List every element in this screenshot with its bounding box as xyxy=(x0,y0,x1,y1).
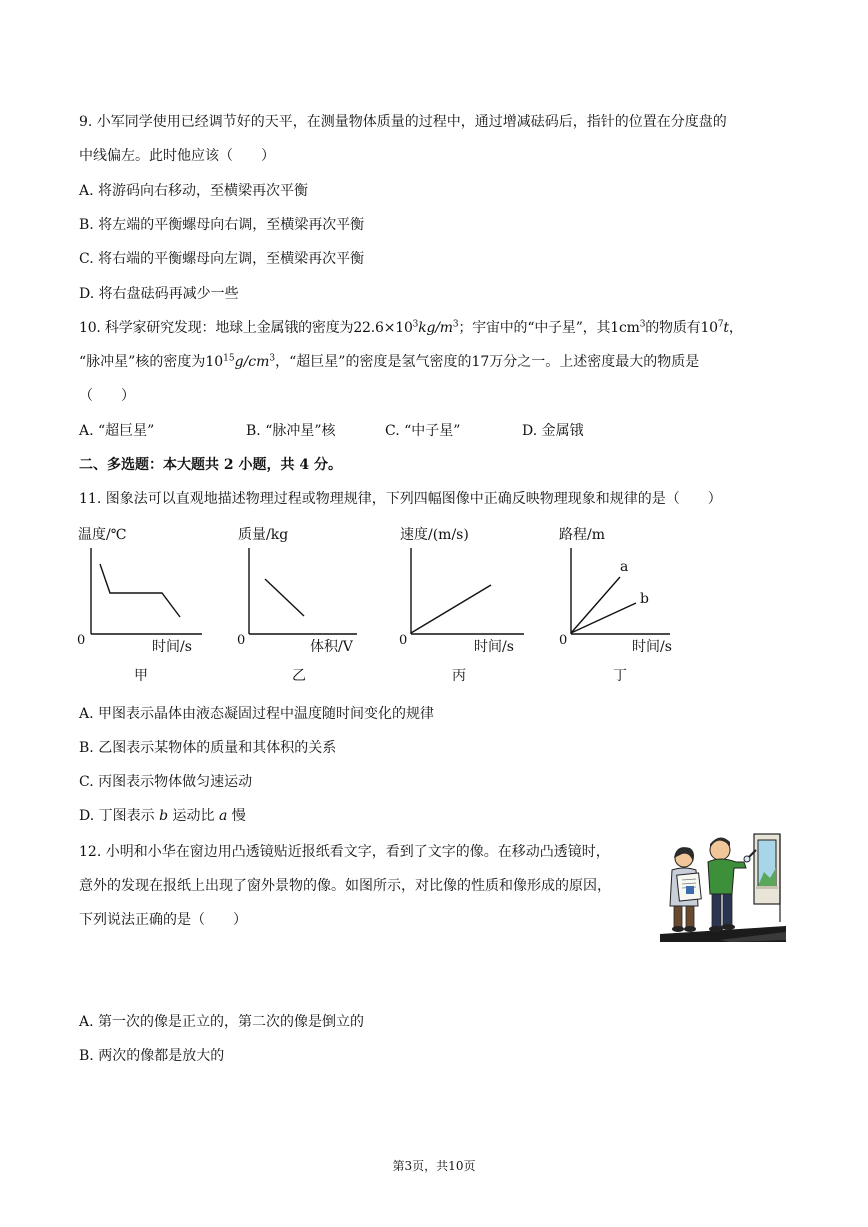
graph-jia-xlabel: 时间/s xyxy=(152,639,192,655)
graph-jia-ylabel: 温度/℃ xyxy=(78,527,127,543)
graph-jia-curve xyxy=(100,564,180,617)
graph-bing-ylabel: 速度/(m/s) xyxy=(400,527,469,543)
graph-ding-label-a: a xyxy=(620,559,629,575)
section-heading: 二、多选题：本大题共 2 小题，共 4 分。 xyxy=(79,457,342,473)
q12-stem-line2: 意外的发现在报纸上出现了窗外景物的像。如图所示，对比像的性质和像形成的原因， xyxy=(79,878,611,894)
q11-option-b: B. 乙图表示某物体的质量和其体积的关系 xyxy=(79,740,337,756)
q12-option-a: A. 第一次的像是正立的，第二次的像是倒立的 xyxy=(79,1014,365,1030)
graph-jia-origin: 0 xyxy=(77,633,86,648)
graph-bing-origin: 0 xyxy=(399,633,408,648)
q9-stem-line2: 中线偏左。此时他应该（ ） xyxy=(79,148,275,164)
graph-yi-xlabel: 体积/V xyxy=(310,639,353,655)
q10-stem-line1: 10. 科学家研究发现：地球上金属锇的密度为$22.6\times 10^3kg/m^3$；宇宙中的“中子星”，其$1cm^3$的物质有$10^7t$， xyxy=(79,319,743,336)
graph-yi-ylabel: 质量/kg xyxy=(238,527,289,543)
q12-option-b: B. 两次的像都是放大的 xyxy=(79,1048,225,1064)
q11-option-c: C. 丙图表示物体做匀速运动 xyxy=(79,774,253,790)
q10-option-a: A. “超巨星” xyxy=(79,423,155,439)
q12-stem-line3: 下列说法正确的是（ ） xyxy=(79,912,247,928)
graph-ding-xlabel: 时间/s xyxy=(632,639,672,655)
graph-bing-xlabel: 时间/s xyxy=(474,639,514,655)
graph-ding-line-a xyxy=(571,577,620,633)
page-number: 第3页，共10页 xyxy=(392,1159,476,1173)
q11-option-a: A. 甲图表示晶体由液态凝固过程中温度随时间变化的规律 xyxy=(79,706,435,722)
graph-ding-ylabel: 路程/m xyxy=(559,527,605,543)
graph-bing xyxy=(394,520,534,690)
graph-yi-origin: 0 xyxy=(237,633,246,648)
q9-option-c: C. 将右端的平衡螺母向左调，至横梁再次平衡 xyxy=(79,251,365,267)
q9-option-d: D. 将右盘砝码再减少一些 xyxy=(79,286,239,302)
q10-stem-line3: （ ） xyxy=(79,388,135,404)
q9-option-b: B. 将左端的平衡螺母向右调，至横梁再次平衡 xyxy=(79,217,365,233)
window-lens-illustration xyxy=(660,822,786,942)
graph-jia xyxy=(74,520,214,690)
graph-yi-caption: 乙 xyxy=(292,668,306,684)
graph-yi-line xyxy=(265,579,304,616)
q10-option-b: B. “脉冲星”核 xyxy=(246,423,336,439)
q10-options xyxy=(79,421,779,441)
q10-option-d: D. 金属锇 xyxy=(522,423,584,439)
q9-option-a: A. 将游码向右移动，至横梁再次平衡 xyxy=(79,183,309,199)
graph-ding xyxy=(556,520,696,690)
q11-option-d: D. 丁图表示 b 运动比 a 慢 xyxy=(79,808,246,824)
q12-stem-line1: 12. 小明和小华在窗边用凸透镜贴近报纸看文字，看到了文字的像。在移动凸透镜时， xyxy=(79,844,610,860)
q11-stem: 11. 图象法可以直观地描述物理过程或物理规律，下列四幅图像中正确反映物理现象和规律的是（ ） xyxy=(79,491,722,507)
graph-jia-caption: 甲 xyxy=(134,668,148,684)
graph-ding-line-b xyxy=(571,603,636,633)
graph-yi xyxy=(232,520,372,690)
q10-option-c: C. “中子星” xyxy=(385,423,461,439)
graph-bing-line xyxy=(411,585,491,633)
q9-stem-line1: 9. 小军同学使用已经调节好的天平，在测量物体质量的过程中，通过增减砝码后，指针的位置在分度盘的 xyxy=(79,114,727,130)
q10-stem-line2: “脉冲星”核的密度为$10^{15}g/cm^3$，“超巨星”的密度是氢气密度的17万分之一。上述密度最大的物质是 xyxy=(79,353,700,370)
graph-ding-origin: 0 xyxy=(559,633,568,648)
graph-bing-caption: 丙 xyxy=(452,668,466,684)
graph-ding-caption: 丁 xyxy=(613,668,627,684)
graph-ding-label-b: b xyxy=(640,591,649,607)
